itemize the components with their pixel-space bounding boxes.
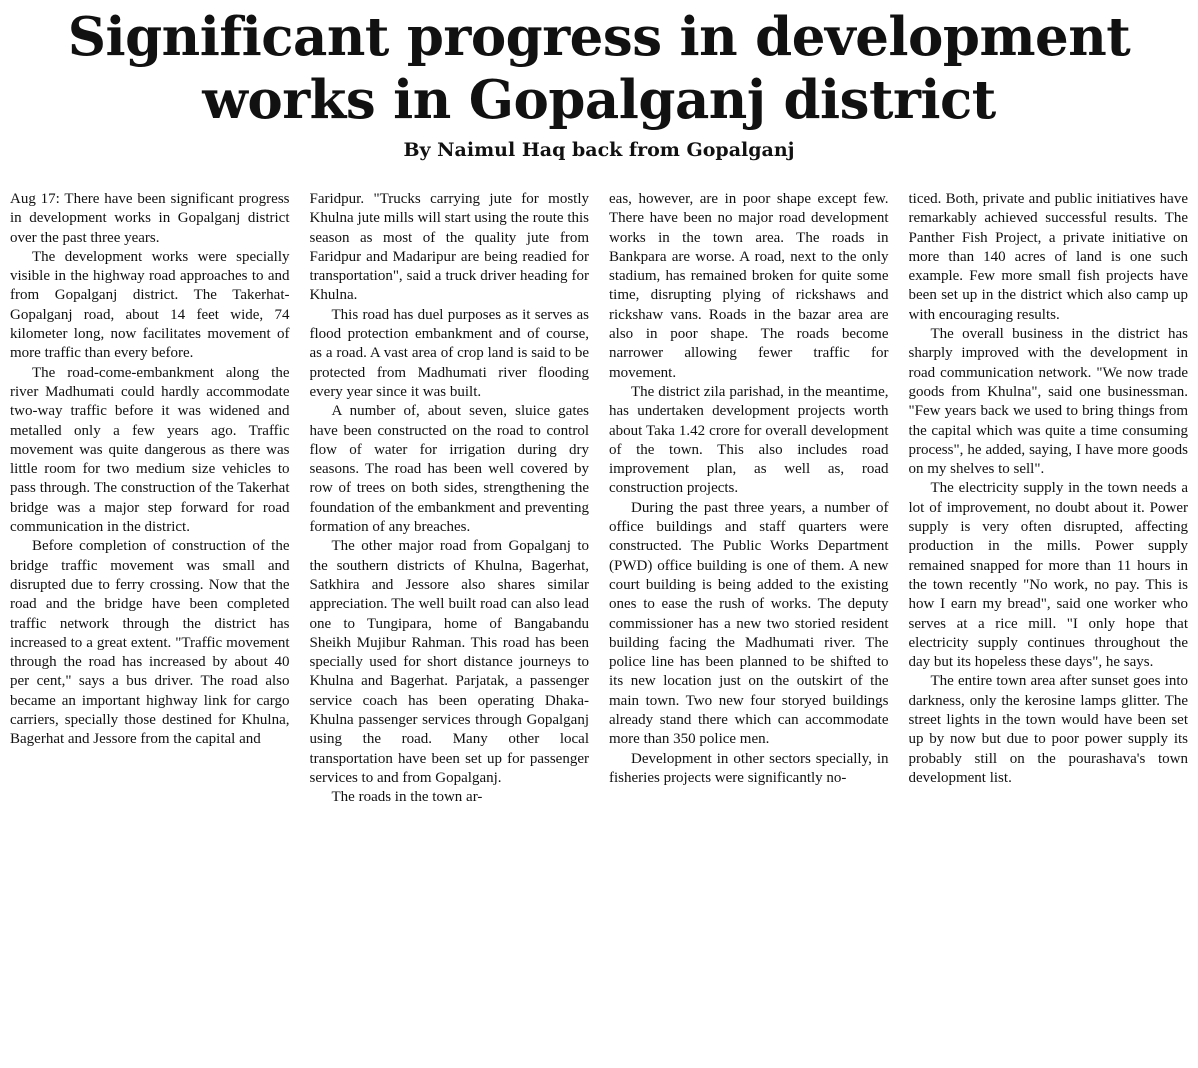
paragraph: Faridpur. "Trucks carrying jute for mostly Khulna jute mills will start using the route this season as most of the quality jute from Faridpur and Madaripur are being readied for transportation", said a truck driver heading for Khulna. <box>309 191 589 304</box>
paragraph: Before completion of construction of the bridge traffic movement was small and disrupted due to ferry crossing. Now that the road and the bridge have been completed traffic network through the district has increased to a great extent. "Traffic movement through the road has increased by about 40 per cent," says a bus driver. The road also became an important highway link for cargo carriers, specially those destined for Khulna, Bagerhat and Jessore from the capital and <box>10 538 290 748</box>
paragraph: Aug 17: There have been significant progress in development works in Gopalganj district over the past three years. <box>10 191 290 246</box>
column-2 <box>310 190 590 1062</box>
paragraph: The development works were specially visible in the highway road approaches to and from Gopalganj district. The Takerhat-Gopalganj road, about 14 feet wide, 74 kilometer long, now facilitates movement of more traffic than every before. <box>10 248 290 362</box>
paragraph: The other major road from Gopalganj to the southern districts of Khulna, Bagerhat, Satkhira and Jessore also shares similar appreciation. The well built road can also lead one to Tungipara, home of Bangabandu Sheikh Mujibur Rahman. This road has been specially used for short distance journeys to Khulna and Bagerhat. Parjatak, a passenger service coach has been operating Dhaka-Khulna passenger services through Gopalganj using the road. Many other local transportation have been set up for passenger services to and from Gopalganj. <box>309 538 589 786</box>
paragraph: A number of, about seven, sluice gates have been constructed on the road to control flow of water for irrigation during dry seasons. The road has been well covered by row of trees on both sides, strengthening the foundation of the embankment and preventing formation of any breaches. <box>309 403 589 536</box>
column-4 <box>909 190 1189 1062</box>
column-3 <box>609 190 889 1062</box>
paragraph: ticed. Both, private and public initiatives have remarkably achieved successful results. The Panther Fish Project, a private initiative on more than 140 acres of land is one such example. Few more small fish projects have been set up in the district which also camp up with encouraging results. <box>908 191 1188 323</box>
headline: Significant progress in development works in Gopalganj district <box>67 6 1131 131</box>
paragraph: The district zila parishad, in the meantime, has undertaken development projects worth about Taka 1.42 crore for overall development of the town. This also includes road improvement plan, as well as, road construction projects. <box>609 383 889 497</box>
paragraph: The road-come-embankment along the river Madhumati could hardly accommodate two-way traffic before it was widened and metalled only a few years ago. Traffic movement was quite dangerous as there was little room for two medium size vehicles to pass through. The construction of the Takerhat bridge was a major step forward for road communication in the district. <box>10 364 290 536</box>
paragraph: The roads in the town ar- <box>331 789 483 806</box>
byline: By Naimul Haq back from Gopalganj <box>403 139 795 161</box>
column-1 <box>10 190 290 1062</box>
paragraph: This road has duel purposes as it serves as flood protection embankment and of course, as a road. A vast area of crop land is said to be protected from Madhumati river flooding every year since it was built. <box>309 306 589 400</box>
paragraph: During the past three years, a number of office buildings and staff quarters were constructed. The Public Works Department (PWD) office building is one of them. A new court building is being added to the existing ones to ease the rush of works. The deputy commissioner has a new two storied resident building facing the Madhumati river. The police line has been planned to be shifted to its new location just on the outskirt of the main town. Two new four storyed buildings already stand there which can accommodate more than 350 police men. <box>609 499 889 748</box>
paragraph: The overall business in the district has sharply improved with the development in road communication network. "We now trade goods from Khulna", said one businessman. "Few years back we used to bring things from the capital which was quite a time consuming process", he added, saying, I have more goods on my shelves to sell". <box>908 326 1188 478</box>
paragraph: The electricity supply in the town needs a lot of improvement, no doubt about it. Power supply is very often disrupted, affecting production in the mills. Power supply remained snapped for more than 11 hours in the town recently "No work, no pay. This is how I earn my bread", said one worker who serves at a rice mill. "I only hope that electricity supply continues throughout the day but its hopeless these days", he says. <box>908 480 1188 671</box>
paragraph: eas, however, are in poor shape except few. There have been no major road development works in the town area. The roads in Bankpara are worse. A road, next to the only stadium, has remained broken for quite some time, disrupting plying of rickshaws and rickshaw vans. Roads in the bazar area are also in poor shape. The roads become narrower allowing fewer traffic for movement. <box>609 191 889 381</box>
paragraph: Development in other sectors specially, in fisheries projects were significantly no- <box>609 750 889 786</box>
article-body <box>10 190 1188 1062</box>
paragraph: The entire town area after sunset goes into darkness, only the kerosine lamps glitter. The street lights in the town would have been set up by now but due to poor power supply its probably still on the pourashava's town development list. <box>908 673 1188 786</box>
